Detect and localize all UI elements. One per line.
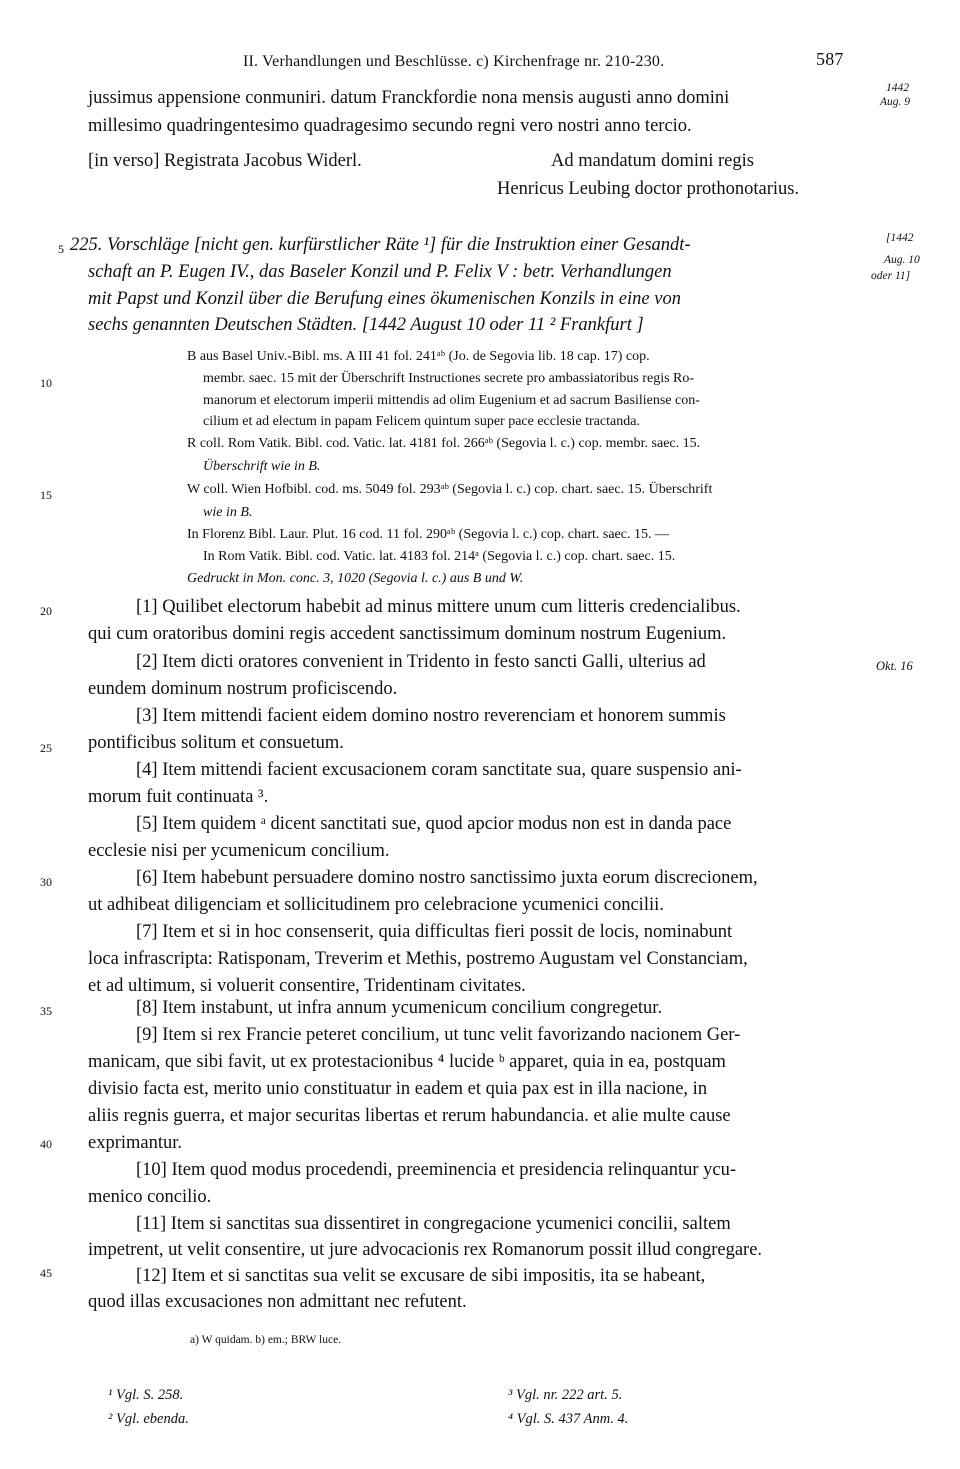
line-number: 15 <box>40 488 52 502</box>
body-line: [1] Quilibet electorum habebit ad minus mittere unum cum litteris credencialibus. <box>136 597 741 617</box>
closing-line-1: jussimus appensione conmuniri. datum Franckfordie nona mensis augusti anno domini <box>88 88 730 108</box>
body-line: exprimantur. <box>88 1133 183 1153</box>
doc-heading-line-1: 225. Vorschläge [nicht gen. kurfürstlicher Räte ¹] für die Instruktion einer Gesandt- <box>70 235 691 255</box>
body-line: [2] Item dicti oratores convenient in Tridento in festo sancti Galli, ulterius ad <box>136 652 706 672</box>
line-number-5: 5 <box>58 242 64 256</box>
body-line: [7] Item et si in hoc consenserit, quia difficultas fieri possit de locis, nominabunt <box>136 922 733 942</box>
source-line: In Rom Vatik. Bibl. cod. Vatic. lat. 4183 fol. 214ᵃ (Segovia l. c.) cop. chart. saec. 15. <box>203 549 676 564</box>
body-line: [9] Item si rex Francie peteret concilium, ut tunc velit favorizando nacionem Ger- <box>136 1025 741 1045</box>
body-line: morum fuit continuata ³. <box>88 787 269 807</box>
line-number: 40 <box>40 1137 52 1151</box>
footnote-1: ¹ Vgl. S. 258. <box>108 1387 184 1403</box>
margin-oder11: oder 11] <box>871 270 911 282</box>
closing-line-4: Henricus Leubing doctor prothonotarius. <box>497 179 800 199</box>
variant-notes: a) W quidam. b) em.; BRW luce. <box>190 1334 342 1346</box>
body-line: [4] Item mittendi facient excusacionem coram sanctitate sua, quare suspensio ani- <box>136 760 742 780</box>
source-line: W coll. Wien Hofbibl. cod. ms. 5049 fol. 293ᵃᵇ (Segovia l. c.) cop. chart. saec. 15. Überschrift <box>187 482 713 497</box>
closing-line-3-right: Ad mandatum domini regis <box>551 151 754 171</box>
body-line: [11] Item si sanctitas sua dissentiret in congregacione ycumenici concilii, saltem <box>136 1214 731 1234</box>
doc-heading-line-4: sechs genannten Deutschen Städten. [1442 August 10 oder 11 ² Frankfurt ] <box>88 315 644 335</box>
line-number: 30 <box>40 875 52 889</box>
body-line: impetrent, ut velit consentire, ut jure advocacionis rex Romanorum possit illud congregare. <box>88 1240 763 1260</box>
source-line: Überschrift wie in B. <box>203 459 321 474</box>
line-number: 35 <box>40 1004 52 1018</box>
margin-okt16: Okt. 16 <box>876 659 913 673</box>
source-line: manorum et electorum imperii mittendis ad olim Eugenium et ad sacrum Basiliense con- <box>203 393 700 408</box>
footnote-2: ² Vgl. ebenda. <box>108 1411 189 1427</box>
footnote-3: ³ Vgl. nr. 222 art. 5. <box>508 1387 623 1403</box>
margin-date-1442: 1442 <box>886 82 909 94</box>
body-line: [6] Item habebunt persuadere domino nostro sanctissimo juxta eorum discrecionem, <box>136 868 758 888</box>
body-line: [10] Item quod modus procedendi, preeminencia et presidencia relinquantur ycu- <box>136 1160 737 1180</box>
closing-line-2: millesimo quadringentesimo quadragesimo secundo regni vero nostri anno tercio. <box>88 116 692 136</box>
body-line: eundem dominum nostrum proficiscendo. <box>88 679 398 699</box>
body-line: [12] Item et si sanctitas sua velit se excusare de sibi impositis, ita se habeant, <box>136 1266 706 1286</box>
body-line: divisio facta est, merito unio constituatur in eadem et quia pax est in illa nacione, in <box>88 1079 708 1099</box>
line-number: 25 <box>40 741 52 755</box>
closing-line-3-left: [in verso] Registrata Jacobus Widerl. <box>88 151 362 171</box>
body-line: ut adhibeat diligenciam et sollicitudinem pro celebracione ycumenici concilii. <box>88 895 664 915</box>
source-line: In Florenz Bibl. Laur. Plut. 16 cod. 11 fol. 290ᵃᵇ (Segovia l. c.) cop. chart. saec. 15. — <box>187 527 669 542</box>
margin-date-aug9: Aug. 9 <box>880 96 911 108</box>
body-line: manicam, que sibi favit, ut ex protestacionibus ⁴ lucide ᵇ apparet, quia in ea, postquam <box>88 1052 726 1072</box>
body-line: quod illas excusaciones non admittant nec refutent. <box>88 1292 467 1312</box>
source-line: wie in B. <box>203 505 253 520</box>
body-line: pontificibus solitum et consuetum. <box>88 733 344 753</box>
body-line: [5] Item quidem ᵃ dicent sanctitati sue, quod apcior modus non est in danda pace <box>136 814 732 834</box>
line-number: 20 <box>40 604 52 618</box>
body-line: qui cum oratoribus domini regis accedent sanctissimum dominum nostrum Eugenium. <box>88 624 727 644</box>
margin-1442-bracket: [1442 <box>886 232 914 244</box>
line-number: 10 <box>40 376 52 390</box>
margin-aug10: Aug. 10 <box>884 254 920 266</box>
body-line: [3] Item mittendi facient eidem domino nostro reverenciam et honorem summis <box>136 706 726 726</box>
body-line: aliis regnis guerra, et major securitas libertas et rerum habundancia. et alie multe cause <box>88 1106 731 1126</box>
body-line: [8] Item instabunt, ut infra annum ycumenicum concilium congregetur. <box>136 998 663 1018</box>
source-line: R coll. Rom Vatik. Bibl. cod. Vatic. lat. 4181 fol. 266ᵃᵇ (Segovia l. c.) cop. membr. saec. 15. <box>187 436 701 451</box>
source-line: B aus Basel Univ.-Bibl. ms. A III 41 fol. 241ᵃᵇ (Jo. de Segovia lib. 18 cap. 17) cop. <box>187 349 650 364</box>
source-line: membr. saec. 15 mit der Überschrift Instructiones secrete pro ambassiatoribus regis Ro- <box>203 371 695 386</box>
source-line: Gedruckt in Mon. conc. 3, 1020 (Segovia l. c.) aus B und W. <box>187 571 524 586</box>
page-number: 587 <box>816 49 844 69</box>
body-line: menico concilio. <box>88 1187 212 1207</box>
doc-heading-line-2: schaft an P. Eugen IV., das Baseler Konzil und P. Felix V : betr. Verhandlungen <box>88 262 672 282</box>
body-line: loca infrascripta: Ratisponam, Treverim et Methis, postremo Augustam vel Constanciam, <box>88 949 748 969</box>
body-line: et ad ultimum, si voluerit consentire, Tridentinam civitates. <box>88 976 526 996</box>
doc-heading-line-3: mit Papst und Konzil über die Berufung eines ökumenischen Konzils in eine von <box>88 289 681 309</box>
line-number: 45 <box>40 1266 52 1280</box>
footnote-4: ⁴ Vgl. S. 437 Anm. 4. <box>508 1411 629 1427</box>
source-line: cilium et ad electum in papam Felicem quintum super pace ecclesie tractanda. <box>203 414 640 429</box>
running-title: II. Verhandlungen und Beschlüsse. c) Kirchenfrage nr. 210-230. <box>243 53 665 70</box>
body-line: ecclesie nisi per ycumenicum concilium. <box>88 841 390 861</box>
